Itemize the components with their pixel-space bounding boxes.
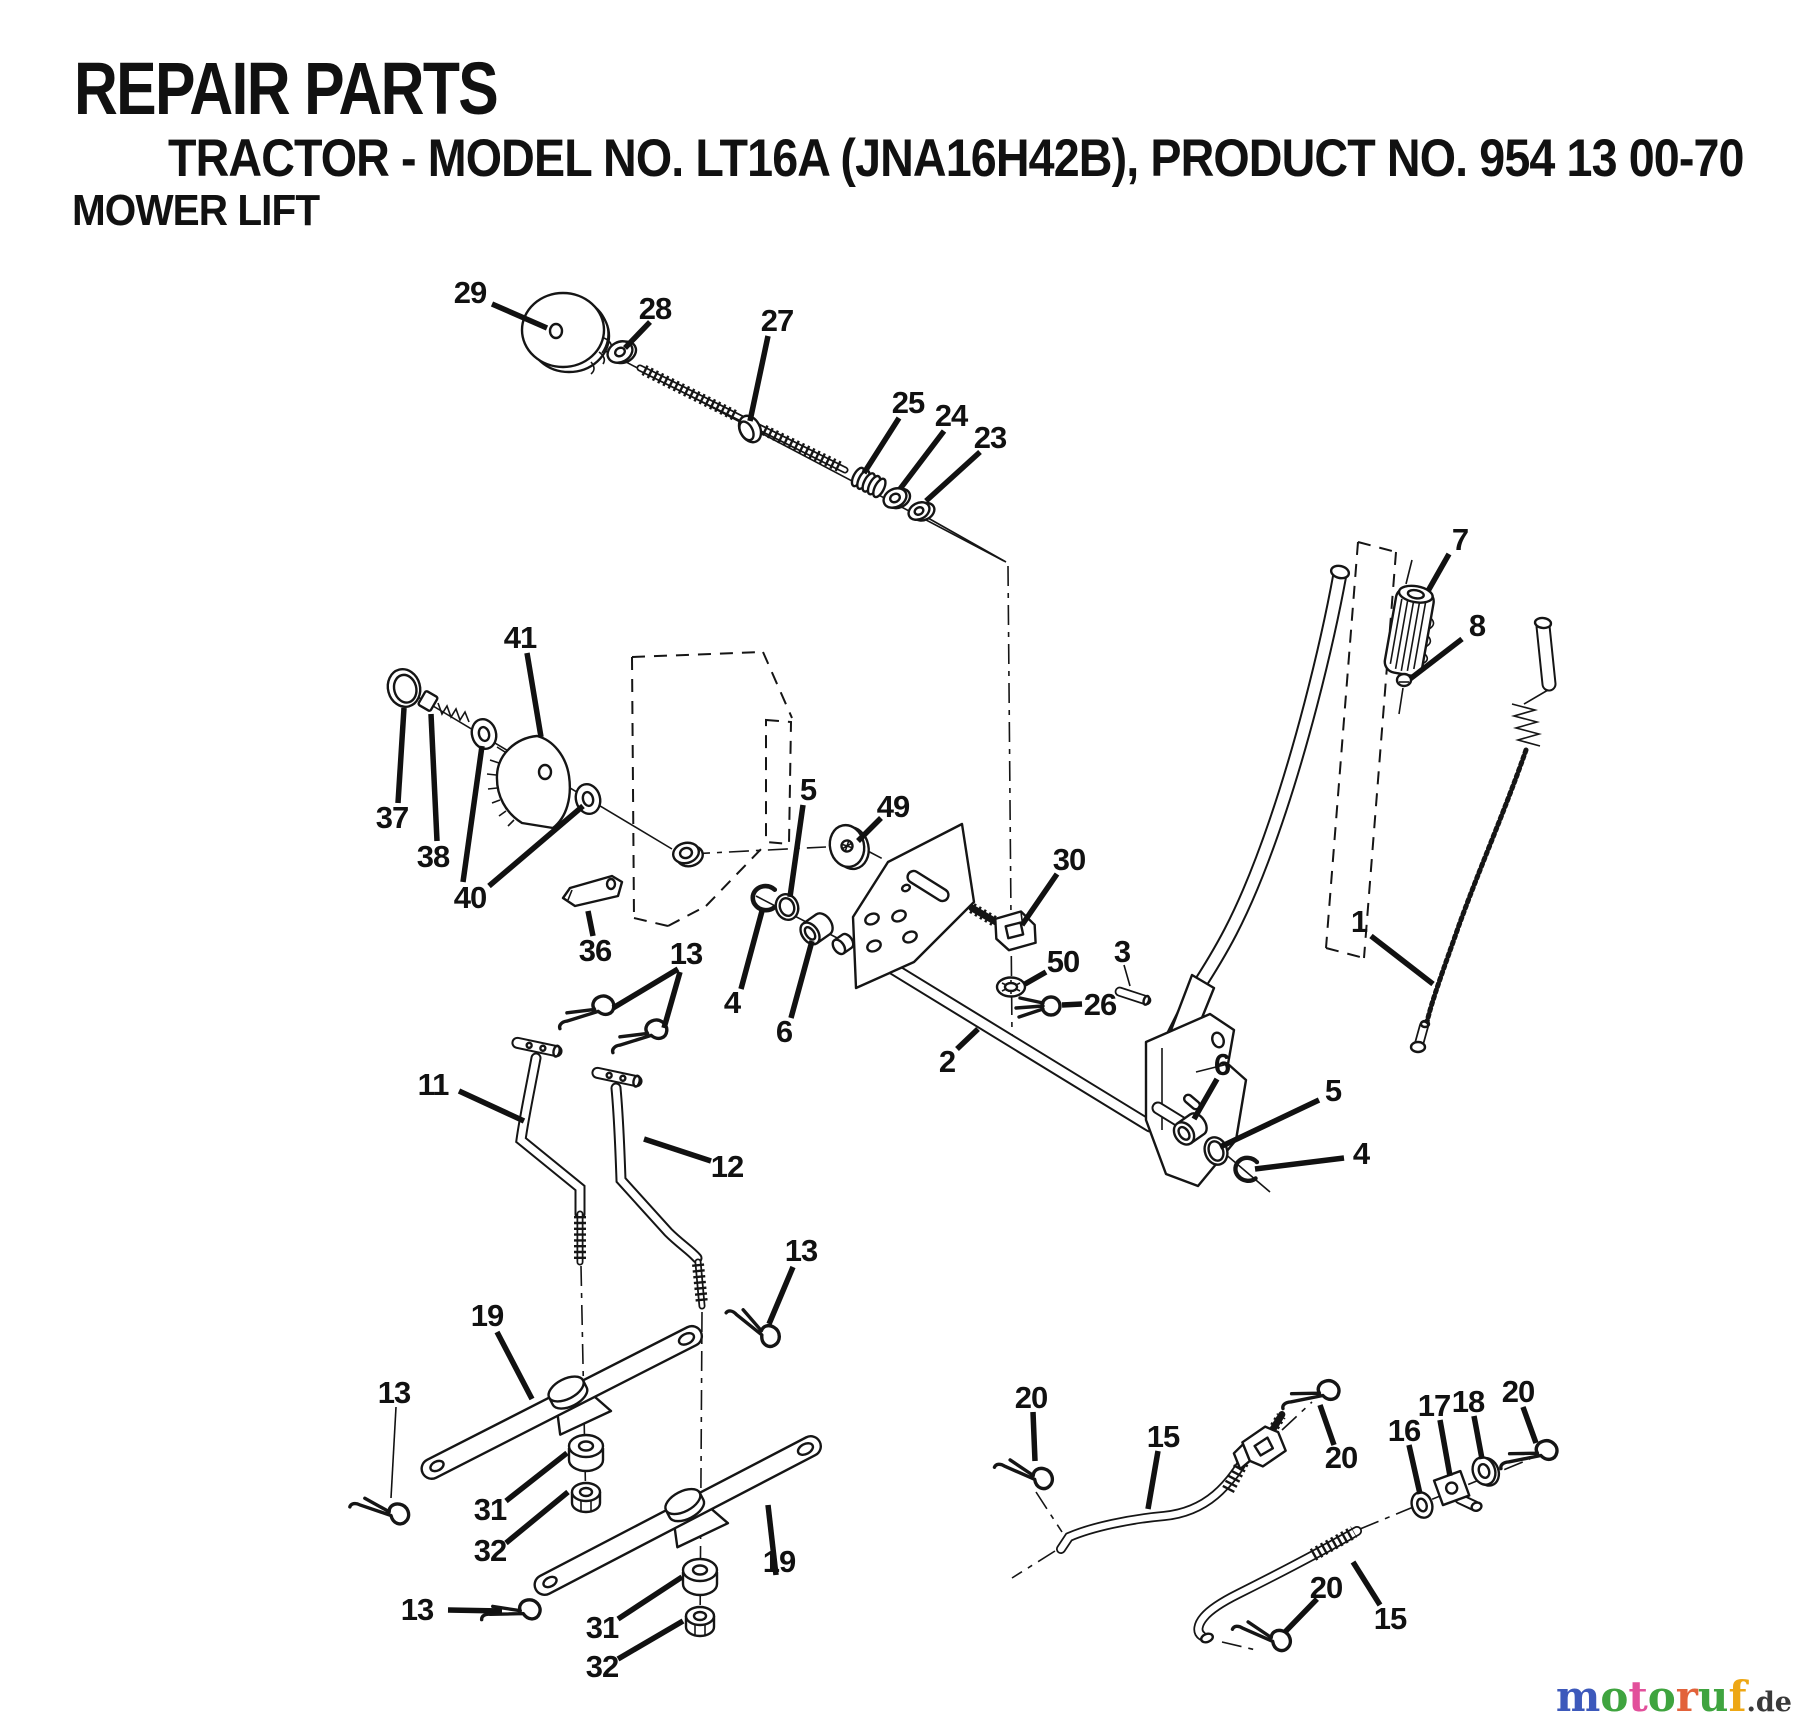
- watermark-letter: t: [1628, 1672, 1648, 1721]
- part-label-7: 7: [1451, 522, 1469, 558]
- part-18-nut: [1469, 1453, 1503, 1490]
- leader-line-13: [391, 1407, 396, 1498]
- watermark-letter: m: [1555, 1672, 1601, 1721]
- part-20-clip: [1282, 1369, 1341, 1425]
- part-label-4: 4: [723, 985, 741, 1021]
- part-label-4: 4: [1352, 1136, 1370, 1172]
- part-25-spring: [849, 466, 887, 499]
- part-19-arm-upper: [414, 1314, 715, 1500]
- leader-line-6: [791, 941, 812, 1018]
- part-label-31: 31: [585, 1610, 619, 1646]
- leader-line-50: [1025, 972, 1046, 984]
- part-label-6: 6: [1213, 1047, 1231, 1083]
- watermark: [1556, 1672, 1792, 1721]
- part-38-bolt: [418, 691, 469, 722]
- model-subtitle: TRACTOR - MODEL NO. LT16A (JNA16H42B), PRODUCT NO. 954 13 00-70: [168, 129, 1744, 188]
- leader-line-31: [618, 1577, 682, 1619]
- part-29-knob: [522, 293, 611, 374]
- part-label-15: 15: [1146, 1419, 1180, 1455]
- part-12-link: [596, 1067, 702, 1306]
- part-label-12: 12: [710, 1149, 744, 1185]
- part-label-29: 29: [453, 275, 487, 311]
- watermark-letter: o: [1600, 1672, 1629, 1721]
- leader-line-38: [431, 714, 437, 841]
- part-label-37: 37: [375, 800, 409, 836]
- panel-hub: [671, 839, 705, 870]
- part-label-36: 36: [578, 933, 612, 969]
- part-label-5: 5: [799, 772, 817, 808]
- part-label-50: 50: [1046, 944, 1080, 980]
- part-label-32: 32: [473, 1533, 507, 1569]
- part-13-clip: [349, 1479, 412, 1543]
- part-lever-tube: [1168, 564, 1350, 1046]
- part-23-nut: [906, 497, 938, 526]
- part-label-41: 41: [503, 620, 537, 656]
- leader-line-18: [1474, 1416, 1482, 1459]
- part-11-link: [516, 1037, 580, 1262]
- leader-line-24: [900, 431, 944, 489]
- part-36-bracket: [563, 876, 622, 906]
- part-label-20: 20: [1501, 1374, 1535, 1410]
- part-label-32: 32: [585, 1649, 619, 1685]
- part-6-bushing-left: [797, 910, 837, 948]
- part-label-6: 6: [775, 1014, 793, 1050]
- part-spacer: [830, 932, 856, 957]
- leader-line-7: [1428, 554, 1449, 591]
- leader-line-13: [769, 1267, 793, 1324]
- leader-line-25: [864, 418, 899, 473]
- leader-line-41: [527, 653, 541, 737]
- leader-line-20: [1033, 1412, 1035, 1461]
- leader-line-17: [1440, 1420, 1450, 1476]
- leader-line-2: [957, 1029, 978, 1049]
- watermark-letter: f: [1728, 1672, 1747, 1721]
- part-trunnion-upper: [1227, 1415, 1297, 1475]
- part-label-24: 24: [934, 398, 968, 434]
- part-31-bushing: [683, 1559, 717, 1595]
- part-label-19: 19: [762, 1544, 796, 1580]
- part-1-cable: [1411, 617, 1551, 1052]
- part-label-13: 13: [400, 1592, 434, 1628]
- watermark-suffix: .de: [1746, 1687, 1792, 1718]
- part-label-1: 1: [1350, 904, 1368, 940]
- part-31-bushing: [569, 1435, 603, 1471]
- part-label-15: 15: [1373, 1601, 1407, 1637]
- part-label-23: 23: [973, 420, 1007, 456]
- part-20-clip: [1500, 1429, 1559, 1485]
- leader-line-32: [506, 1492, 568, 1543]
- part-label-40: 40: [453, 880, 487, 916]
- part-20-clip: [994, 1442, 1056, 1506]
- page-title: REPAIR PARTS: [74, 47, 498, 130]
- part-3-pin: [1118, 987, 1150, 1005]
- leader-line-13: [664, 972, 680, 1028]
- part-4-ring-left: [751, 884, 778, 912]
- part-label-13: 13: [669, 936, 703, 972]
- part-8-button: [1397, 674, 1411, 686]
- part-2-shaft: [864, 948, 1150, 1126]
- part-27-rod: [640, 368, 845, 470]
- part-49-washer: [826, 821, 873, 873]
- part-20-clip: [1232, 1604, 1294, 1668]
- leader-line-5: [790, 805, 803, 897]
- assembly-cam-adjuster: [384, 652, 792, 926]
- part-32-nut: [572, 1483, 600, 1512]
- watermark-letter: o: [1647, 1672, 1676, 1721]
- part-32-nut: [686, 1607, 714, 1636]
- part-26-clip: [1016, 997, 1060, 1017]
- leader-line-4: [741, 911, 762, 989]
- part-label-25: 25: [891, 385, 925, 421]
- part-13-clip: [612, 1011, 669, 1064]
- part-label-16: 16: [1387, 1413, 1421, 1449]
- part-13-clip: [559, 987, 616, 1040]
- leader-line-11: [459, 1091, 524, 1121]
- watermark-letter: r: [1675, 1672, 1698, 1721]
- part-label-17: 17: [1417, 1388, 1451, 1424]
- part-16-washer: [1408, 1489, 1436, 1520]
- part-label-20: 20: [1309, 1570, 1343, 1606]
- leader-line-31: [506, 1453, 567, 1501]
- part-lever-bracket: [1146, 975, 1246, 1186]
- leader-line-15: [1148, 1451, 1158, 1509]
- part-label-31: 31: [473, 1492, 507, 1528]
- part-41-cam: [487, 736, 570, 828]
- part-label-26: 26: [1083, 987, 1117, 1023]
- leader-line-37: [398, 708, 404, 803]
- part-label-27: 27: [760, 303, 794, 339]
- leader-line-23: [926, 452, 980, 501]
- part-label-20: 20: [1324, 1440, 1358, 1476]
- leader-line-27: [750, 336, 768, 421]
- assembly-lift-shaft: [751, 821, 1150, 1126]
- leader-line-20: [1320, 1405, 1334, 1445]
- assembly-lift-lever: [1146, 542, 1439, 1186]
- leader-line-32: [618, 1621, 683, 1659]
- part-label-5: 5: [1324, 1073, 1342, 1109]
- part-50-lock-washer: [997, 978, 1025, 997]
- leader-line-1: [1371, 936, 1433, 984]
- leader-line-13: [613, 969, 678, 1008]
- part-label-18: 18: [1451, 1384, 1485, 1420]
- part-label-38: 38: [416, 839, 450, 875]
- part-label-19: 19: [470, 1298, 504, 1334]
- leader-line-13: [448, 1610, 502, 1611]
- part-label-30: 30: [1052, 842, 1086, 878]
- leader-line-15: [1353, 1562, 1380, 1605]
- leader-line-20: [1523, 1407, 1536, 1443]
- part-label-2: 2: [938, 1044, 956, 1080]
- leader-line-26: [1062, 1004, 1082, 1005]
- leader-line-19: [497, 1332, 532, 1399]
- part-label-8: 8: [1468, 608, 1486, 644]
- watermark-word: [1556, 1672, 1747, 1721]
- leader-line-4: [1255, 1158, 1344, 1169]
- watermark-letter: u: [1697, 1672, 1729, 1721]
- part-lift-plate: [853, 824, 974, 988]
- part-label-28: 28: [638, 291, 672, 327]
- part-label-49: 49: [876, 789, 910, 825]
- part-label-11: 11: [417, 1067, 449, 1103]
- leader-line-40: [463, 746, 482, 882]
- leader-line-16: [1409, 1445, 1420, 1494]
- part-label-13: 13: [377, 1375, 411, 1411]
- leader-line-30: [1022, 874, 1057, 925]
- part-label-20: 20: [1014, 1380, 1048, 1416]
- part-label-3: 3: [1113, 934, 1131, 970]
- section-title: MOWER LIFT: [72, 186, 320, 235]
- part-label-13: 13: [784, 1233, 818, 1269]
- leader-line-12: [644, 1139, 711, 1161]
- part-labels: [376, 275, 1536, 1684]
